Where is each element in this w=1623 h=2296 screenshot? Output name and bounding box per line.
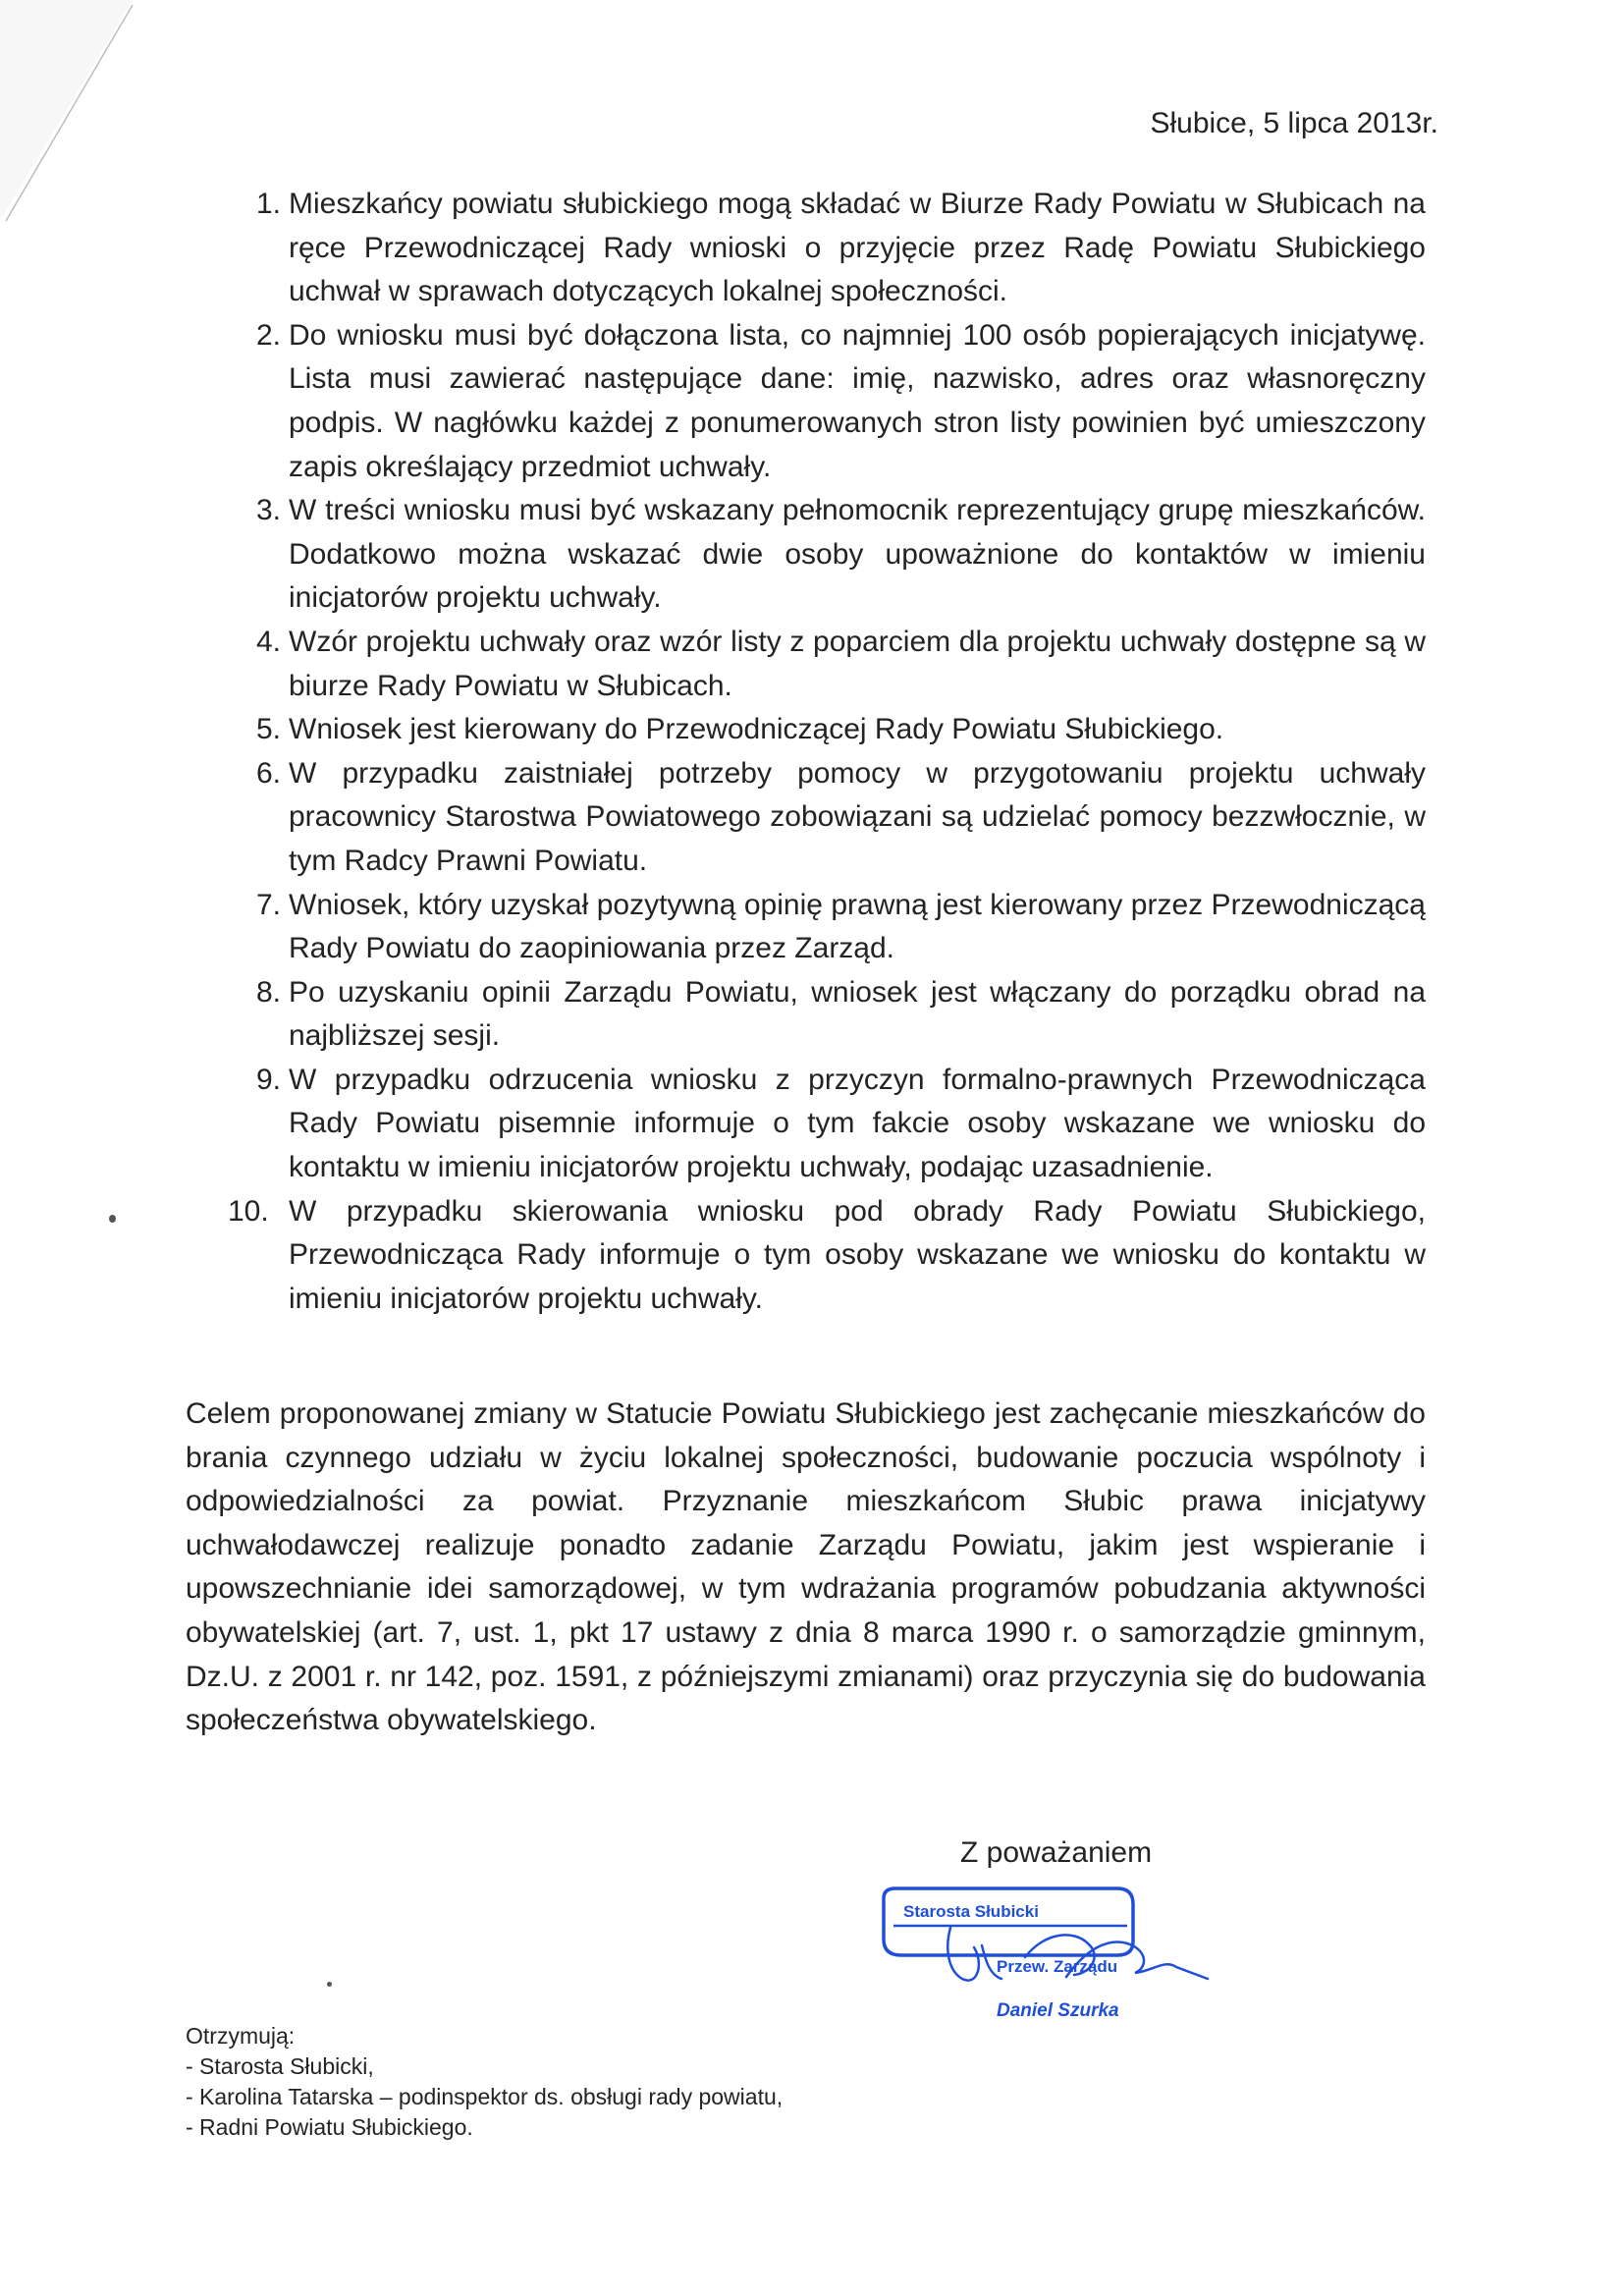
recipient: - Radni Powiatu Słubickiego.	[186, 2114, 473, 2140]
recipients-heading: Otrzymują:	[186, 2023, 296, 2049]
item-text: Wniosek jest kierowany do Przewodniczącej Rady Powiatu Słubickiego.	[289, 713, 1224, 746]
item-number: 5.	[255, 713, 281, 746]
list-item	[230, 1059, 1426, 1190]
item-text: Mieszkańcy powiatu słubickiego mogą składać w Biurze Rady Powiatu w Słubicach na ręce Przewodniczącej Rady wnioski o przyjęcie przez Radę Powiatu Słubickiego uchwał w sprawach dotyczących lokalnej społeczności.	[289, 188, 1426, 308]
closing-salutation: Z poważaniem	[960, 1836, 1153, 1869]
folded-corner-mark	[0, 0, 137, 236]
stamp-name: Daniel Szurka	[997, 2000, 1119, 2021]
recipients-block	[186, 2021, 783, 2143]
stamp-frame	[884, 1888, 1133, 1955]
signature-stamp	[864, 1881, 1296, 2057]
ink-speck	[327, 1982, 332, 1987]
stamp-line-2: Przew. Zarządu	[997, 1957, 1118, 1976]
item-number: 6.	[255, 756, 281, 790]
list-item	[230, 183, 1426, 314]
stamp-line-1: Starosta Słubicki	[903, 1902, 1039, 1921]
item-text: Po uzyskaniu opinii Zarządu Powiatu, wniosek jest włączany do porządku obrad na najbliższej sesji.	[289, 975, 1426, 1053]
item-text: W przypadku zaistniałej potrzeby pomocy w przygotowaniu projektu uchwały pracownicy Starostwa Powiatowego zobowiązani są udzielać pomocy bezzwłocznie, w tym Radcy Prawni Powiatu.	[289, 756, 1426, 877]
recipient: - Starosta Słubicki,	[186, 2053, 374, 2079]
item-number: 3.	[255, 494, 281, 527]
recipients-list	[186, 2051, 783, 2143]
item-number: 8.	[255, 975, 281, 1009]
list-item	[230, 971, 1426, 1059]
item-number: 4.	[255, 625, 281, 658]
justification-paragraph: Celem proponowanej zmiany w Statucie Powiatu Słubickiego jest zachęcanie mieszkańców do brania czynnego udziału w życiu lokalnej społeczności, budowanie poczucia wspólnoty i odpowiedzialności za powiat. Przyznanie mieszkańcom Słubic prawa inicjatywy uchwałodawczej realizuje ponadto zadanie Zarządu Powiatu, jakim jest wspieranie i upowszechnianie idei samorządowej, w tym wdrażania programów pobudzania aktywności obywatelskiej (art. 7, ust. 1, pkt 17 ustawy z dnia 8 marca 1990 r. o samorządzie gminnym, Dz.U. z 2001 r. nr 142, poz. 1591, z późniejszymi zmianami) oraz przyczynia się do budowania społeczeństwa obywatelskiego.	[186, 1397, 1426, 1737]
item-text: Wzór projektu uchwały oraz wzór listy z poparciem dla projektu uchwały dostępne są w biurze Rady Powiatu w Słubicach.	[289, 625, 1426, 702]
list-item	[230, 489, 1426, 621]
list-item	[230, 884, 1426, 971]
item-text: W przypadku odrzucenia wniosku z przyczyn formalno-prawnych Przewodnicząca Rady Powiatu pisemnie informuje o tym fakcie osoby wskazane we wniosku do kontaktu w imieniu inicjatorów projektu uchwały, podając uzasadnienie.	[289, 1063, 1426, 1184]
numbered-list	[230, 183, 1426, 1321]
dateline: Słubice, 5 lipca 2013r.	[1150, 107, 1438, 139]
item-text: W treści wniosku musi być wskazany pełnomocnik reprezentujący grupę mieszkańców. Dodatkowo można wskazać dwie osoby upoważnione do kontaktów w imieniu inicjatorów projektu uchwały.	[289, 494, 1426, 615]
punch-hole-speck	[109, 1215, 116, 1223]
item-number: 9.	[255, 1063, 281, 1096]
item-number: 1.	[255, 188, 281, 220]
list-item	[230, 752, 1426, 884]
list-item	[230, 621, 1426, 708]
list-item	[230, 314, 1426, 489]
item-number: 7.	[255, 888, 281, 921]
item-number: 2.	[255, 318, 281, 352]
item-text: Wniosek, który uzyskał pozytywną opinię prawną jest kierowany przez Przewodniczącą Rady Powiatu do zaopiniowania przez Zarząd.	[289, 888, 1426, 965]
recipient: - Karolina Tatarska – podinspektor ds. obsługi rady powiatu,	[186, 2084, 784, 2109]
item-number: 10.	[228, 1194, 269, 1228]
list-item	[230, 708, 1426, 752]
item-text: Do wniosku musi być dołączona lista, co najmniej 100 osób popierających inicjatywę. Lista musi zawierać następujące dane: imię, nazwisko, adres oraz własnoręczny podpis. W nagłówku każdej z ponumerowanych stron listy powinien być umieszczony zapis określający przedmiot uchwały.	[289, 318, 1426, 483]
list-item	[230, 1190, 1426, 1322]
item-text: W przypadku skierowania wniosku pod obrady Rady Powiatu Słubickiego, Przewodnicząca Rady informuje o tym osoby wskazane we wniosku do kontaktu w imieniu inicjatorów projektu uchwały.	[289, 1194, 1426, 1315]
